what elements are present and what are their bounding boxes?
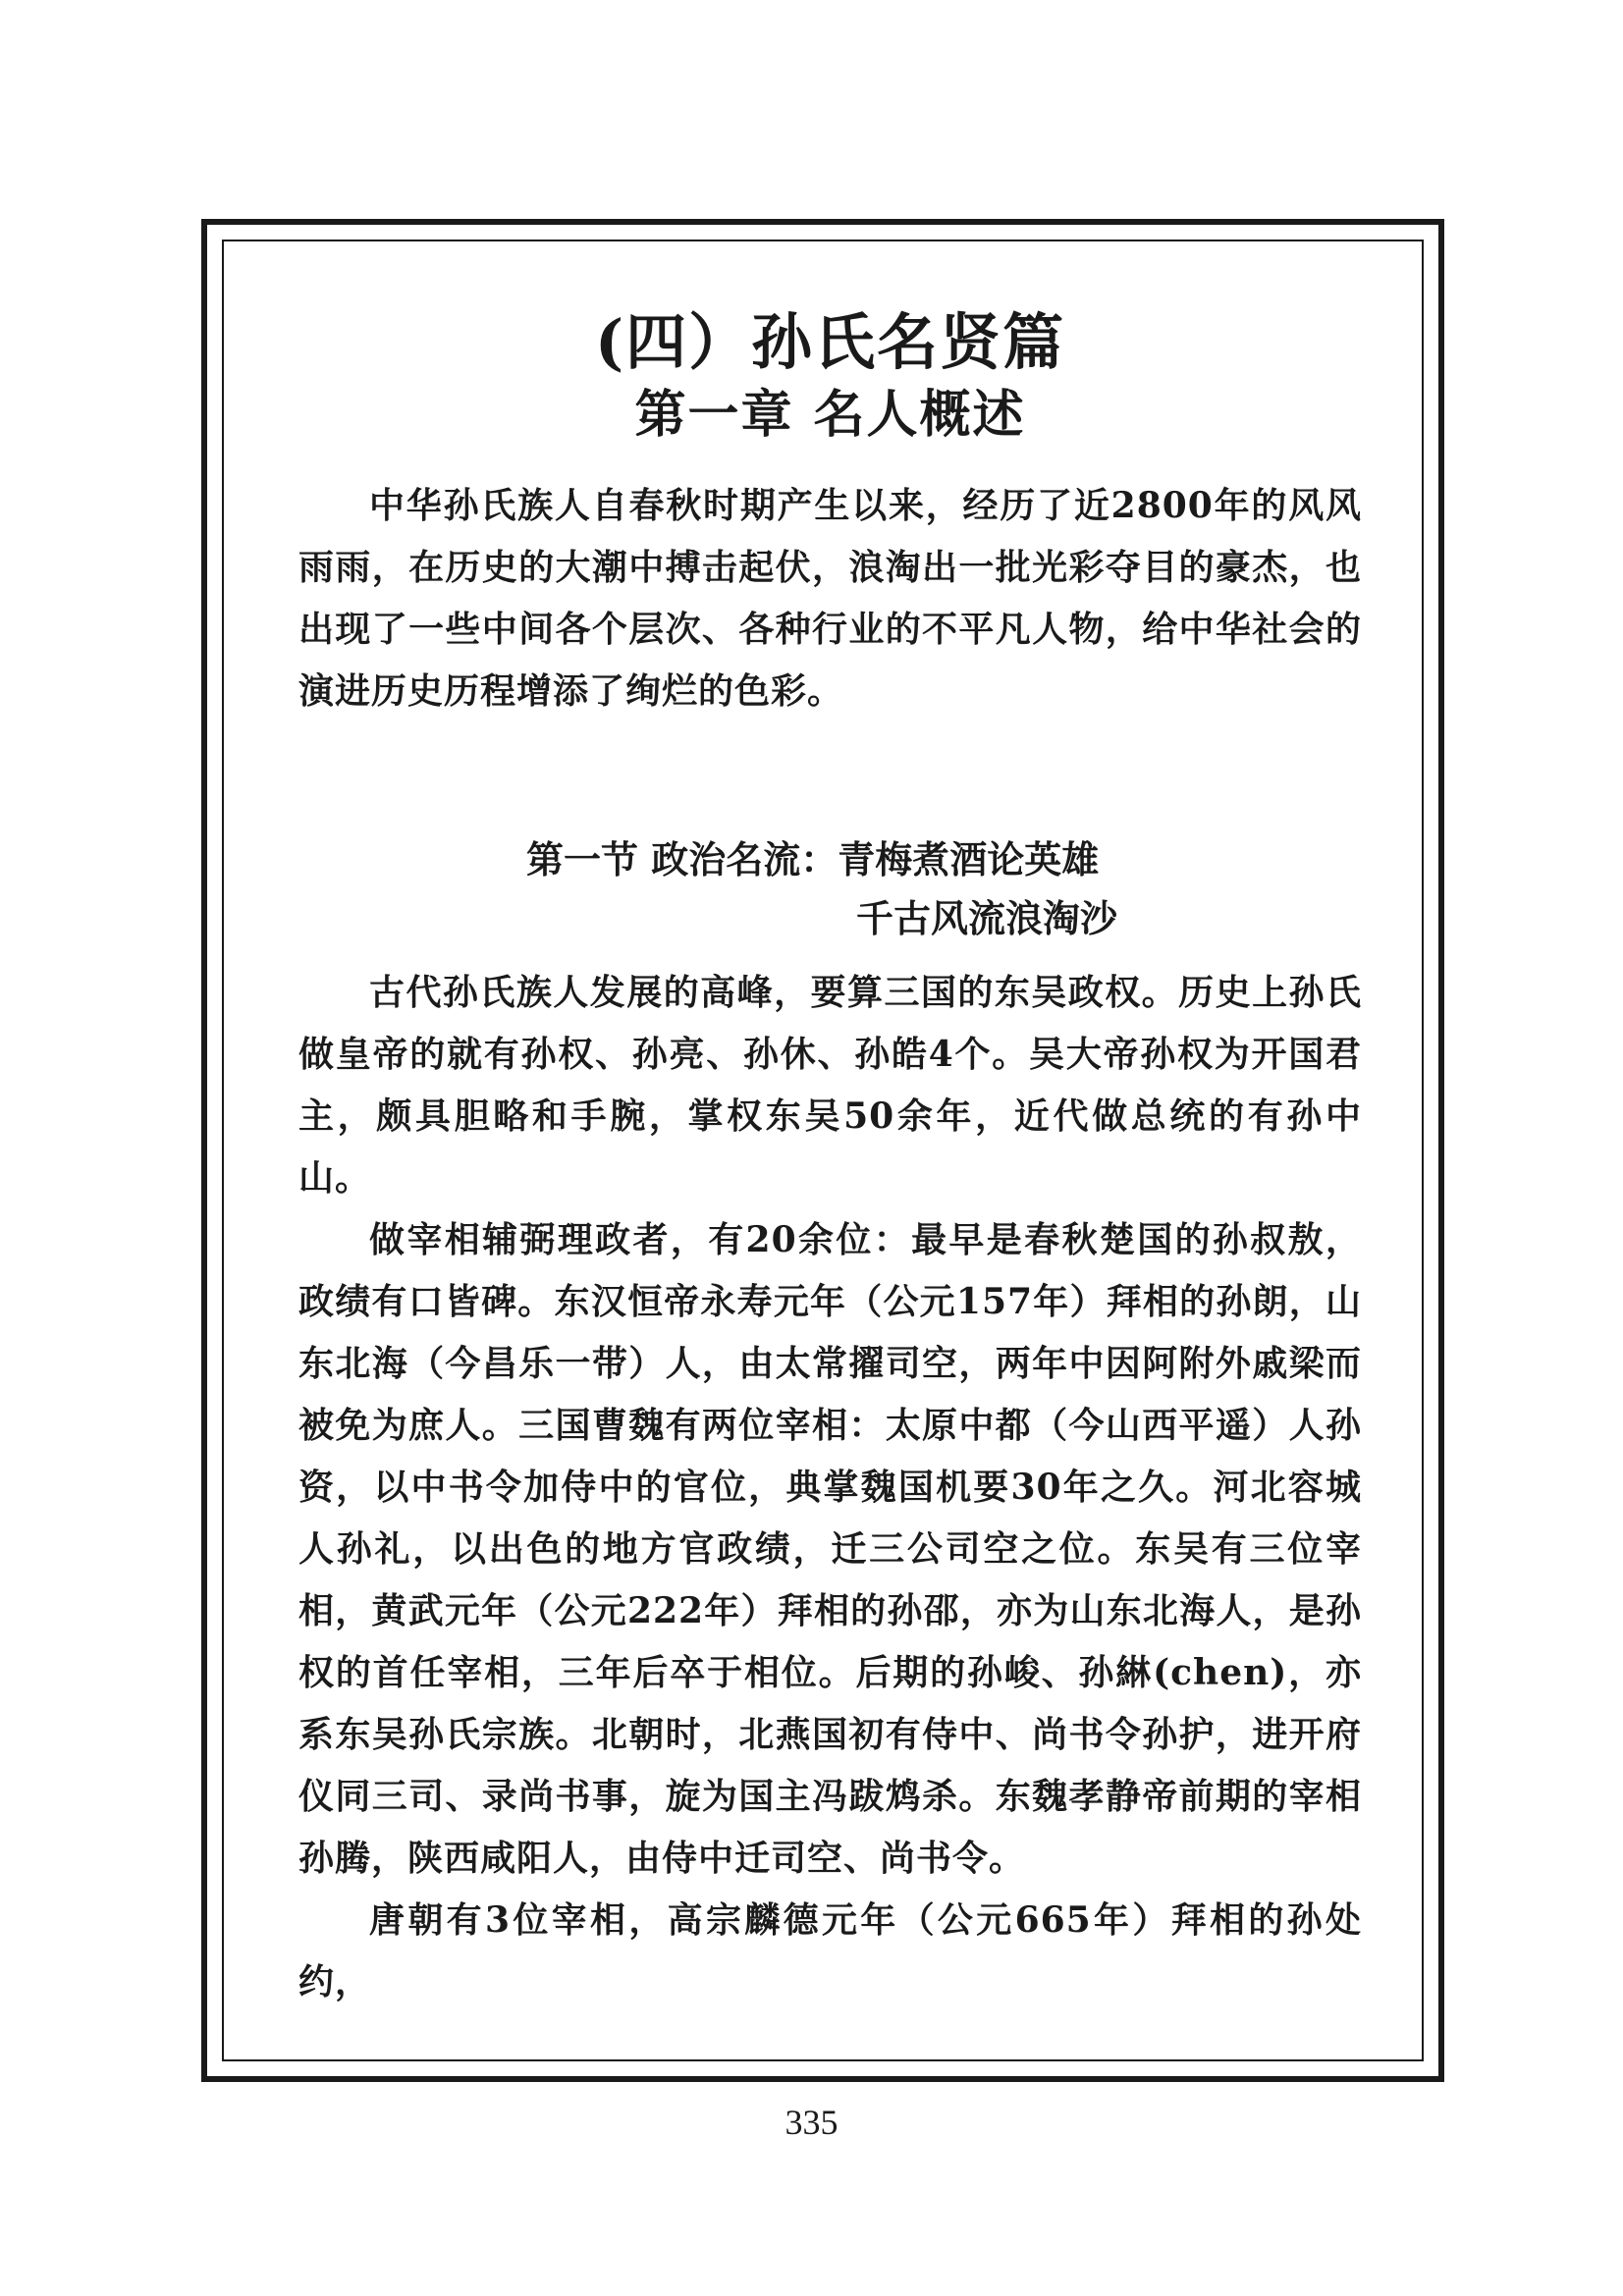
section-title-line1: 第一节 政治名流：青梅煮酒论英雄 (526, 837, 1100, 881)
page-content (298, 304, 1362, 2013)
section-title-line2: 千古风流浪淘沙 (856, 896, 1118, 940)
part-title: (四）孙氏名贤篇 (594, 306, 1066, 378)
body-paragraph: 唐朝有3位宰相，高宗麟德元年（公元665年）拜相的孙处约， (298, 1899, 1362, 2002)
body-paragraph: 做宰相辅弼理政者，有20余位：最早是春秋楚国的孙叔敖，政绩有口皆碑。东汉恒帝永寿元年（公元157年）拜相的孙朗，山东北海（今昌乐一带）人，由太常擢司空，两年中因阿附外戚梁而被免为庶人。三国曹魏有两位宰相：太原中都（今山西平遥）人孙资，以中书令加侍中的官位，典掌魏国机要30年之久。河北容城人孙礼，以出色的地方官政绩，迁三公司空之位。东吴有三位宰相，黄武元年（公元222年）拜相的孙邵，亦为山东北海人，是孙权的首任宰相，三年后卒于相位。后期的孙峻、孙綝(chen)，亦系东吴孙氏宗族。北朝时，北燕国初有侍中、尚书令孙护，进开府仪同三司、录尚书事，旋为国主冯跋鸩杀。东魏孝静帝前期的宰相孙腾，陕西咸阳人，由侍中迁司空、尚书令。 (298, 1219, 1362, 1879)
section-heading (298, 830, 1362, 948)
chapter-title: 第一章 名人概述 (634, 385, 1026, 445)
body-paragraph: 古代孙氏族人发展的高峰，要算三国的东吴政权。历史上孙氏做皇帝的就有孙权、孙亮、孙休、孙皓4个。吴大帝孙权为开国君主，颇具胆略和手腕，掌权东吴50余年，近代做总统的有孙中山。 (298, 972, 1362, 1199)
page-number: 335 (784, 2103, 839, 2142)
page-border-inner (222, 240, 1424, 2061)
page-border-outer (201, 219, 1444, 2082)
intro-paragraph: 中华孙氏族人自春秋时期产生以来，经历了近2800年的风风雨雨，在历史的大潮中搏击起伏，浪淘出一批光彩夺目的豪杰，也出现了一些中间各个层次、各种行业的不平凡人物，给中华社会的演进历史历程增添了绚烂的色彩。 (298, 485, 1362, 712)
